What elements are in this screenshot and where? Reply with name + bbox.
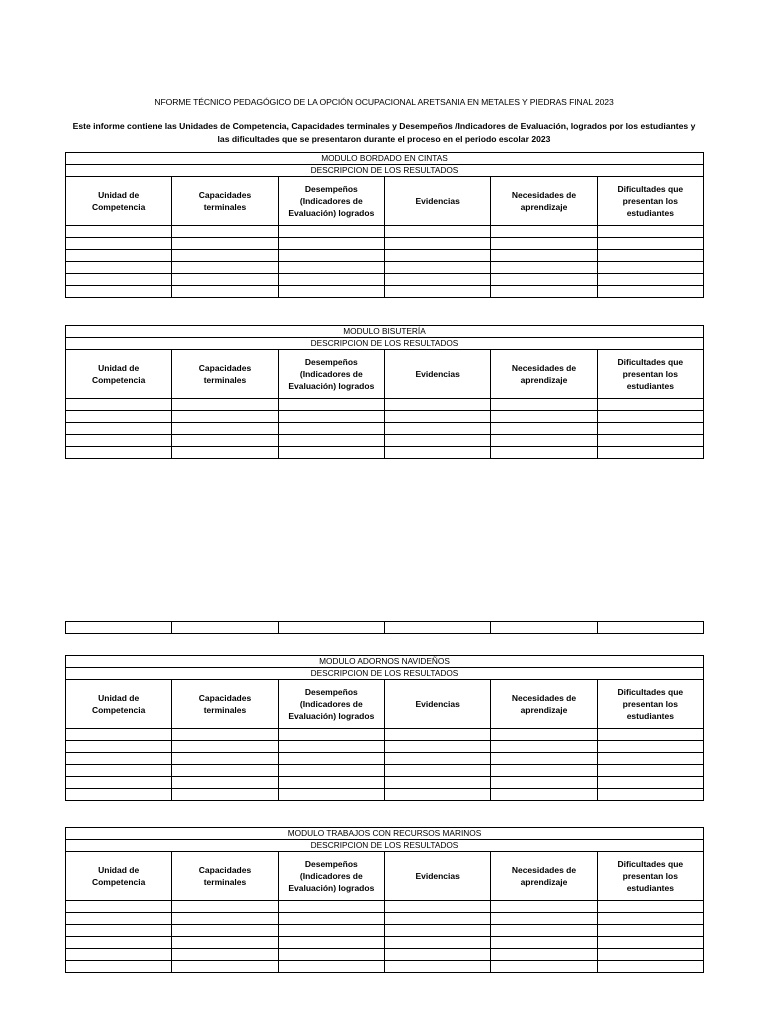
table-cell (66, 913, 172, 925)
intro-line-1: Este informe contiene las Unidades de Competencia, Capacidades terminales y Desempeños /Indicadores de Evaluación, logrados por los estudiantes y (72, 121, 696, 131)
table-row (66, 399, 704, 411)
module-title-row (66, 153, 704, 165)
table-cell (172, 238, 278, 250)
table-cell (172, 729, 278, 741)
table-row (66, 789, 704, 801)
module-subtitle-row (66, 338, 704, 350)
table-cell (66, 622, 172, 634)
column-header: Dificultades que presentan los estudiantes (597, 852, 703, 901)
table-cell (278, 925, 384, 937)
table-cell (172, 411, 278, 423)
table-row (66, 435, 704, 447)
table-row (66, 765, 704, 777)
table-cell (491, 913, 597, 925)
table-cell (172, 447, 278, 459)
table-cell (491, 423, 597, 435)
column-header: Desempeños (Indicadores de Evaluación) logrados (278, 680, 384, 729)
table-cell (172, 925, 278, 937)
table-row (66, 753, 704, 765)
table-cell (384, 789, 490, 801)
table-cell (597, 777, 703, 789)
table-cell (278, 949, 384, 961)
module-title: MODULO ADORNOS NAVIDEÑOS (66, 656, 704, 668)
table-cell (491, 622, 597, 634)
table-cell (491, 250, 597, 262)
table-row (66, 729, 704, 741)
table-cell (597, 238, 703, 250)
module-title: MODULO BISUTERÍA (66, 326, 704, 338)
table-cell (384, 925, 490, 937)
module-table (65, 325, 704, 459)
module-table (65, 655, 704, 801)
table-row (66, 447, 704, 459)
table-cell (278, 250, 384, 262)
table-cell (278, 901, 384, 913)
table-cell (384, 961, 490, 973)
column-header: Desempeños (Indicadores de Evaluación) logrados (278, 177, 384, 226)
table-row (66, 913, 704, 925)
module-table-bordado (65, 152, 704, 298)
column-header: Unidad de Competencia (66, 680, 172, 729)
table-cell (278, 741, 384, 753)
table-cell (278, 226, 384, 238)
table-cell (172, 937, 278, 949)
table-cell (278, 286, 384, 298)
table-row (66, 622, 704, 634)
table-cell (66, 262, 172, 274)
table-row (66, 937, 704, 949)
table-cell (278, 274, 384, 286)
table-cell (491, 925, 597, 937)
table-cell (491, 447, 597, 459)
table-cell (172, 789, 278, 801)
table-cell (491, 765, 597, 777)
column-header-row (66, 680, 704, 729)
table-cell (491, 729, 597, 741)
table-cell (597, 729, 703, 741)
table-cell (384, 435, 490, 447)
table-cell (491, 937, 597, 949)
table-cell (278, 622, 384, 634)
module-subtitle: DESCRIPCION DE LOS RESULTADOS (66, 165, 704, 177)
table-cell (384, 777, 490, 789)
table-cell (172, 961, 278, 973)
table-cell (384, 937, 490, 949)
table-cell (491, 789, 597, 801)
module-title: MODULO TRABAJOS CON RECURSOS MARINOS (66, 828, 704, 840)
table-cell (172, 435, 278, 447)
module-table-adornos (65, 655, 704, 801)
table-cell (597, 399, 703, 411)
table-cell (172, 423, 278, 435)
table-cell (384, 913, 490, 925)
table-cell (66, 753, 172, 765)
module-title: MODULO BORDADO EN CINTAS (66, 153, 704, 165)
table-cell (278, 435, 384, 447)
column-header: Unidad de Competencia (66, 177, 172, 226)
table-row (66, 741, 704, 753)
table-cell (597, 435, 703, 447)
table-row (66, 411, 704, 423)
table-cell (278, 961, 384, 973)
table-cell (384, 949, 490, 961)
table-cell (66, 949, 172, 961)
table-cell (66, 741, 172, 753)
table-cell (172, 274, 278, 286)
module-subtitle-row (66, 668, 704, 680)
table-row (66, 949, 704, 961)
table-cell (66, 729, 172, 741)
module-subtitle-row (66, 165, 704, 177)
table-cell (597, 226, 703, 238)
table-cell (597, 286, 703, 298)
table-cell (278, 238, 384, 250)
table-cell (278, 753, 384, 765)
table-cell (384, 286, 490, 298)
continuation-row-table (65, 621, 704, 634)
table-cell (384, 901, 490, 913)
table-cell (491, 435, 597, 447)
table-row (66, 274, 704, 286)
table-cell (66, 274, 172, 286)
table-row (66, 777, 704, 789)
table-cell (491, 399, 597, 411)
table-cell (172, 765, 278, 777)
table-row (66, 238, 704, 250)
table-row (66, 226, 704, 238)
document-title: NFORME TÉCNICO PEDAGÓGICO DE LA OPCIÓN OCUPACIONAL ARETSANIA EN METALES Y PIEDRAS FINAL 2023 (154, 97, 614, 107)
module-subtitle: DESCRIPCION DE LOS RESULTADOS (66, 668, 704, 680)
table-row (66, 262, 704, 274)
table-cell (278, 765, 384, 777)
table-cell (597, 753, 703, 765)
table-cell (172, 399, 278, 411)
table-cell (172, 777, 278, 789)
column-header-row (66, 852, 704, 901)
table-cell (597, 765, 703, 777)
table-cell (491, 741, 597, 753)
table-row (66, 961, 704, 973)
column-header: Necesidades de aprendizaje (491, 350, 597, 399)
table-cell (597, 949, 703, 961)
table-cell (66, 777, 172, 789)
table-cell (172, 741, 278, 753)
column-header: Evidencias (384, 177, 490, 226)
table-cell (66, 423, 172, 435)
column-header: Necesidades de aprendizaje (491, 852, 597, 901)
table-cell (278, 789, 384, 801)
module-table-bisuteria (65, 325, 704, 459)
column-header: Capacidades terminales (172, 177, 278, 226)
table-cell (172, 262, 278, 274)
table-cell (384, 226, 490, 238)
continuation-table (65, 621, 704, 634)
column-header: Dificultades que presentan los estudiantes (597, 350, 703, 399)
table-cell (172, 622, 278, 634)
table-cell (66, 765, 172, 777)
table-cell (597, 262, 703, 274)
table-cell (66, 901, 172, 913)
table-cell (384, 753, 490, 765)
table-cell (491, 262, 597, 274)
table-cell (597, 937, 703, 949)
module-table-recursos-marinos (65, 827, 704, 973)
table-cell (384, 447, 490, 459)
table-cell (278, 411, 384, 423)
table-row (66, 925, 704, 937)
table-cell (491, 226, 597, 238)
table-cell (172, 949, 278, 961)
table-cell (66, 447, 172, 459)
table-cell (278, 262, 384, 274)
table-cell (278, 399, 384, 411)
table-cell (172, 901, 278, 913)
column-header-row (66, 177, 704, 226)
table-row (66, 423, 704, 435)
table-cell (66, 937, 172, 949)
table-cell (66, 435, 172, 447)
table-cell (172, 226, 278, 238)
table-cell (597, 741, 703, 753)
column-header: Evidencias (384, 350, 490, 399)
column-header: Desempeños (Indicadores de Evaluación) logrados (278, 852, 384, 901)
table-cell (66, 286, 172, 298)
table-cell (66, 961, 172, 973)
module-subtitle: DESCRIPCION DE LOS RESULTADOS (66, 338, 704, 350)
table-cell (384, 622, 490, 634)
table-cell (278, 729, 384, 741)
table-row (66, 901, 704, 913)
column-header: Evidencias (384, 680, 490, 729)
table-cell (172, 250, 278, 262)
intro-line-2: las dificultades que se presentaron durante el proceso en el periodo escolar 2023 (217, 134, 551, 144)
table-row (66, 250, 704, 262)
table-cell (172, 913, 278, 925)
table-cell (384, 729, 490, 741)
table-cell (597, 913, 703, 925)
table-cell (491, 949, 597, 961)
module-subtitle: DESCRIPCION DE LOS RESULTADOS (66, 840, 704, 852)
table-cell (491, 777, 597, 789)
table-cell (172, 753, 278, 765)
table-cell (597, 961, 703, 973)
table-cell (491, 753, 597, 765)
table-cell (384, 238, 490, 250)
module-title-row (66, 828, 704, 840)
module-title-row (66, 656, 704, 668)
table-cell (491, 961, 597, 973)
table-cell (66, 238, 172, 250)
table-cell (278, 423, 384, 435)
column-header: Necesidades de aprendizaje (491, 680, 597, 729)
table-row (66, 286, 704, 298)
column-header: Necesidades de aprendizaje (491, 177, 597, 226)
column-header: Capacidades terminales (172, 680, 278, 729)
table-cell (491, 411, 597, 423)
table-cell (384, 274, 490, 286)
module-title-row (66, 326, 704, 338)
table-cell (491, 274, 597, 286)
table-cell (491, 901, 597, 913)
table-cell (384, 765, 490, 777)
column-header-row (66, 350, 704, 399)
table-cell (597, 901, 703, 913)
table-cell (384, 411, 490, 423)
table-cell (597, 274, 703, 286)
module-table (65, 152, 704, 298)
table-cell (597, 423, 703, 435)
table-cell (384, 741, 490, 753)
table-cell (278, 937, 384, 949)
column-header: Dificultades que presentan los estudiantes (597, 680, 703, 729)
column-header: Dificultades que presentan los estudiantes (597, 177, 703, 226)
table-cell (597, 447, 703, 459)
table-cell (66, 399, 172, 411)
table-cell (597, 622, 703, 634)
table-cell (597, 925, 703, 937)
column-header: Desempeños (Indicadores de Evaluación) logrados (278, 350, 384, 399)
table-cell (66, 789, 172, 801)
column-header: Evidencias (384, 852, 490, 901)
column-header: Unidad de Competencia (66, 852, 172, 901)
table-cell (278, 777, 384, 789)
table-cell (491, 238, 597, 250)
column-header: Capacidades terminales (172, 852, 278, 901)
column-header: Unidad de Competencia (66, 350, 172, 399)
table-cell (597, 250, 703, 262)
table-cell (278, 447, 384, 459)
table-cell (66, 925, 172, 937)
table-cell (66, 411, 172, 423)
table-cell (384, 399, 490, 411)
table-cell (597, 411, 703, 423)
intro-paragraph (60, 120, 708, 146)
table-cell (172, 286, 278, 298)
table-cell (278, 913, 384, 925)
table-cell (384, 250, 490, 262)
table-cell (384, 423, 490, 435)
table-cell (491, 286, 597, 298)
table-cell (66, 250, 172, 262)
module-subtitle-row (66, 840, 704, 852)
table-cell (384, 262, 490, 274)
table-cell (597, 789, 703, 801)
column-header: Capacidades terminales (172, 350, 278, 399)
module-table (65, 827, 704, 973)
table-cell (66, 226, 172, 238)
